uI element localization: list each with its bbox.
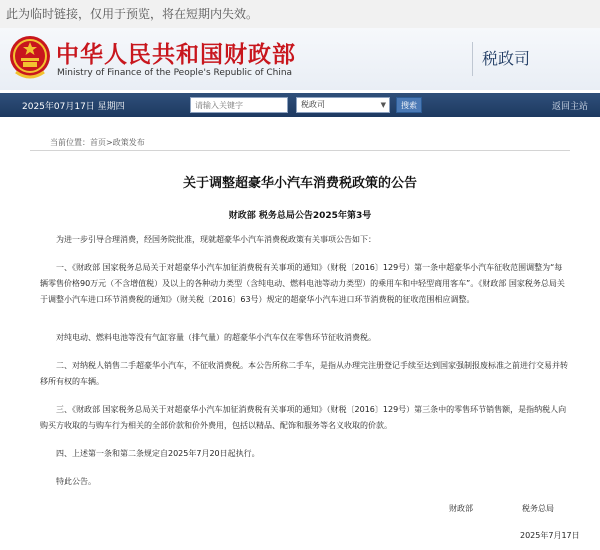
search-scope-value: 税政司 bbox=[301, 100, 325, 109]
search-button[interactable]: 搜索 bbox=[396, 97, 422, 113]
breadcrumb-separator: > bbox=[106, 138, 113, 147]
article-paragraph: 四、上述第一条和第二条规定自2025年7月20日起执行。 bbox=[56, 449, 260, 458]
preview-notice: 此为临时链接，仅用于预览，将在短期内失效。 bbox=[0, 0, 600, 28]
article-paragraph: 二、对纳税人销售二手超豪华小汽车，不征收消费税。本公告所称二手车，是指从办理完注册登记手续至达到国家强制报废标准之前进行交易并转移所有权的车辆。 bbox=[40, 361, 568, 386]
breadcrumb-home[interactable]: 首页 bbox=[90, 138, 106, 147]
article-paragraph: 三、《财政部 国家税务总局关于对超豪华小汽车加征消费税有关事项的通知》（财税〔2016〕129号）第三条中的零售环节销售额，是指纳税人向购买方收取的与购车行为相关的全部价款和价外费用，包括以精品、配饰和服务等名义收取的价款。 bbox=[40, 405, 567, 430]
article-paragraph: 对纯电动、燃料电池等没有气缸容量（排气量）的超豪华小汽车仅在零售环节征收消费税。 bbox=[56, 333, 376, 342]
national-emblem-icon bbox=[8, 34, 52, 82]
article-paragraph: 特此公告。 bbox=[56, 477, 96, 486]
ministry-name-cn: 中华人民共和国财政部 bbox=[56, 41, 296, 68]
content-divider bbox=[30, 150, 570, 151]
article-paragraph: 一、《财政部 国家税务总局关于对超豪华小汽车加征消费税有关事项的通知》（财税〔2016〕129号）第一条中超豪华小汽车征收范围调整为“每辆零售价格90万元（不含增值税）及以上的各种动力类型（含纯电动、燃料电池等动力类型）的乘用车和中轻型商用客车”。《财政部 国家税务总局关于调整小汽车进口环节消费税的通知》（财关税〔2016〕63号）规定的超豪华小汽车进口环节消费税的征收范围相应调整。 bbox=[40, 263, 565, 304]
breadcrumb-section[interactable]: 政策发布 bbox=[112, 138, 145, 147]
signatory-ministry: 财政部 bbox=[449, 504, 473, 513]
current-date: 2025年07月17日 星期四 bbox=[22, 102, 125, 112]
chevron-down-icon: ▼ bbox=[380, 101, 386, 109]
site-header bbox=[0, 28, 600, 90]
search-scope-select[interactable] bbox=[296, 97, 390, 113]
breadcrumb-prefix: 当前位置： bbox=[50, 138, 90, 147]
department-name[interactable]: 税政司 bbox=[482, 49, 531, 68]
header-divider bbox=[472, 42, 473, 76]
article-paragraph: 为进一步引导合理消费，经国务院批准，现就超豪华小汽车消费税政策有关事项公告如下： bbox=[56, 235, 376, 244]
breadcrumb bbox=[50, 137, 145, 148]
article-subtitle: 财政部 税务总局公告2025年第3号 bbox=[228, 211, 372, 221]
home-link[interactable]: 返回主站 bbox=[551, 102, 588, 112]
article-title: 关于调整超豪华小汽车消费税政策的公告 bbox=[182, 176, 417, 191]
ministry-name-en: Ministry of Finance of the People's Republic of China bbox=[57, 68, 293, 78]
search-input[interactable] bbox=[190, 97, 288, 113]
article-date: 2025年7月17日 bbox=[520, 531, 580, 540]
signatory-tax-bureau: 税务总局 bbox=[522, 504, 554, 513]
nav-bar bbox=[0, 93, 600, 117]
